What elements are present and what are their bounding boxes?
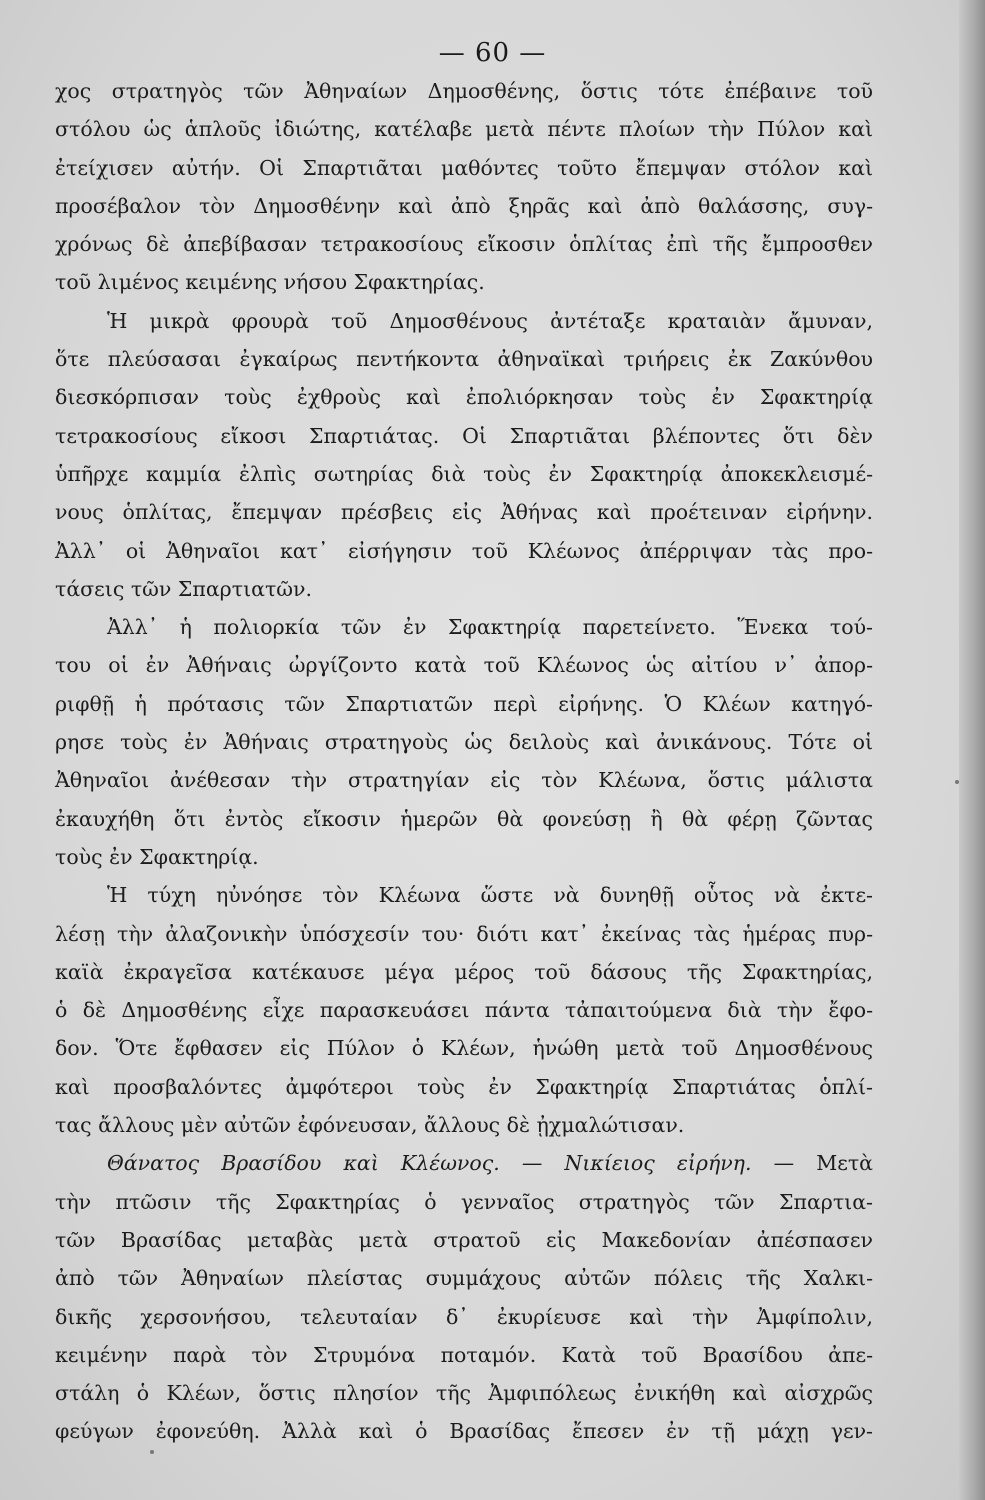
text-line: κειμένην παρὰ τὸν Στρυμόνα ποταμόν. Κατὰ τοῦ Βρασίδου ἀπε- bbox=[55, 1342, 873, 1367]
text-line: ὁ δὲ Δημοσθένης εἶχε παρασκευάσει πάντα τἀπαιτούμενα διὰ τὴν ἔφο- bbox=[55, 998, 873, 1023]
text-line: ὅτε πλεύσασαι ἐγκαίρως πεντήκοντα ἀθηναϊκαὶ τριήρεις ἐκ Ζακύνθου bbox=[55, 347, 873, 372]
paper-speck bbox=[150, 1450, 154, 1454]
text-line: στόλου ὡς ἁπλοῦς ἰδιώτης, κατέλαβε μετὰ πέντε πλοίων τὴν Πύλον καὶ bbox=[55, 117, 873, 142]
text-line: ἐτείχισεν αὐτήν. Οἱ Σπαρτιᾶται μαθόντες τοῦτο ἔπεμψαν στόλον καὶ bbox=[55, 155, 873, 180]
text-line: δικῆς χερσονήσου, τελευταίαν δ᾽ ἐκυρίευσε καὶ τὴν Ἀμφίπολιν, bbox=[55, 1304, 873, 1329]
text-line: ὑπῆρχε καμμία ἐλπὶς σωτηρίας διὰ τοὺς ἐν Σφακτηρίᾳ ἀποκεκλεισμέ- bbox=[55, 461, 873, 486]
text-line: στάλη ὁ Κλέων, ὅστις πλησίον τῆς Ἀμφιπόλεως ἐνικήθη καὶ αἰσχρῶς bbox=[55, 1381, 873, 1406]
text-line: λέσῃ τὴν ἀλαζονικὴν ὑπόσχεσίν του· διότι κατ᾽ ἐκείνας τὰς ἡμέρας πυρ- bbox=[55, 921, 873, 946]
text-line: τοῦ λιμένος κειμένης νήσου Σφακτηρίας. bbox=[55, 270, 485, 295]
text-line: τὴν πτῶσιν τῆς Σφακτηρίας ὁ γενναῖος στρατηγὸς τῶν Σπαρτια- bbox=[55, 1189, 873, 1214]
text-line: χρόνως δὲ ἀπεβίβασαν τετρακοσίους εἴκοσιν ὁπλίτας ἐπὶ τῆς ἔμπροσθεν bbox=[55, 232, 873, 257]
text-line: Ἀλλ᾽ ἡ πολιορκία τῶν ἐν Σφακτηρίᾳ παρετείνετο. Ἕνεκα τού- bbox=[107, 615, 873, 640]
text-line: καϊὰ ἐκραγεῖσα κατέκαυσε μέγα μέρος τοῦ δάσους τῆς Σφακτηρίας, bbox=[55, 959, 873, 984]
text-line: χος στρατηγὸς τῶν Ἀθηναίων Δημοσθένης, ὅστις τότε ἐπέβαινε τοῦ bbox=[55, 79, 873, 103]
text-line: Ἡ τύχη ηὐνόησε τὸν Κλέωνα ὥστε νὰ δυνηθῇ οὗτος νὰ ἐκτε- bbox=[107, 883, 873, 908]
text-line: φεύγων ἐφονεύθη. Ἀλλὰ καὶ ὁ Βρασίδας ἔπεσεν ἐν τῇ μάχῃ γεν- bbox=[55, 1419, 873, 1444]
page-number: — 60 — bbox=[438, 38, 547, 68]
text-line: τῶν Βρασίδας μεταβὰς μετὰ στρατοῦ εἰς Μακεδονίαν ἀπέσπασεν bbox=[55, 1227, 873, 1252]
section-heading-continuation: — Μετὰ bbox=[751, 1151, 874, 1176]
text-line: τας ἄλλους μὲν αὐτῶν ἐφόνευσαν, ἄλλους δὲ ᾐχμαλώτισαν. bbox=[55, 1113, 685, 1138]
text-line: προσέβαλον τὸν Δημοσθένην καὶ ἀπὸ ξηρᾶς καὶ ἀπὸ θαλάσσης, συγ- bbox=[55, 193, 873, 218]
paper-speck bbox=[955, 780, 959, 784]
text-line: νους ὁπλίτας, ἔπεμψαν πρέσβεις εἰς Ἀθήνας καὶ προέτειναν εἰρήνην. bbox=[55, 500, 873, 525]
text-line: τάσεις τῶν Σπαρτιατῶν. bbox=[55, 576, 312, 601]
text-line: ριφθῇ ἡ πρότασις τῶν Σπαρτιατῶν περὶ εἰρήνης. Ὁ Κλέων κατηγό- bbox=[55, 691, 873, 716]
text-line: ἀπὸ τῶν Ἀθηναίων πλείστας συμμάχους αὐτῶν πόλεις τῆς Χαλκι- bbox=[55, 1266, 873, 1291]
text-line: του οἱ ἐν Ἀθήναις ὠργίζοντο κατὰ τοῦ Κλέωνος ὡς αἰτίου ν᾽ ἀπορ- bbox=[55, 653, 873, 678]
text-line: ἐκαυχήθη ὅτι ἐντὸς εἴκοσιν ἡμερῶν θὰ φονεύσῃ ἢ θὰ φέρῃ ζῶντας bbox=[55, 806, 873, 831]
text-line: τετρακοσίους εἴκοσι Σπαρτιάτας. Οἱ Σπαρτιᾶται βλέποντες ὅτι δὲν bbox=[55, 423, 873, 448]
text-line: διεσκόρπισαν τοὺς ἐχθροὺς καὶ ἐπολιόρκησαν τοὺς ἐν Σφακτηρίᾳ bbox=[55, 385, 873, 410]
section-heading-title: Θάνατος Βρασίδου καὶ Κλέωνος. — Νικίειος εἰρήνη. bbox=[107, 1151, 752, 1176]
text-line: ρησε τοὺς ἐν Ἀθήναις στρατηγοὺς ὡς δειλοὺς καὶ ἀνικάνους. Τότε οἱ bbox=[55, 730, 873, 755]
text-line: Ἡ μικρὰ φρουρὰ τοῦ Δημοσθένους ἀντέταξε κραταιὰν ἄμυναν, bbox=[107, 308, 873, 333]
text-line: τοὺς ἐν Σφακτηρίᾳ. bbox=[55, 844, 259, 869]
text-line: καὶ προσβαλόντες ἀμφότεροι τοὺς ἐν Σφακτηρίᾳ Σπαρτιάτας ὁπλί- bbox=[55, 1074, 873, 1099]
text-line: Ἀλλ᾽ οἱ Ἀθηναῖοι κατ᾽ εἰσήγησιν τοῦ Κλέωνος ἀπέρριψαν τὰς προ- bbox=[55, 538, 873, 563]
text-line: δον. Ὅτε ἔφθασεν εἰς Πύλον ὁ Κλέων, ἡνώθη μετὰ τοῦ Δημοσθένους bbox=[55, 1036, 873, 1061]
body-text bbox=[55, 72, 873, 1451]
page-gutter-shadow bbox=[959, 0, 985, 1500]
text-line: Ἀθηναῖοι ἀνέθεσαν τὴν στρατηγίαν εἰς τὸν Κλέωνα, ὅστις μάλιστα bbox=[55, 768, 873, 793]
section-heading-line bbox=[55, 1144, 873, 1182]
